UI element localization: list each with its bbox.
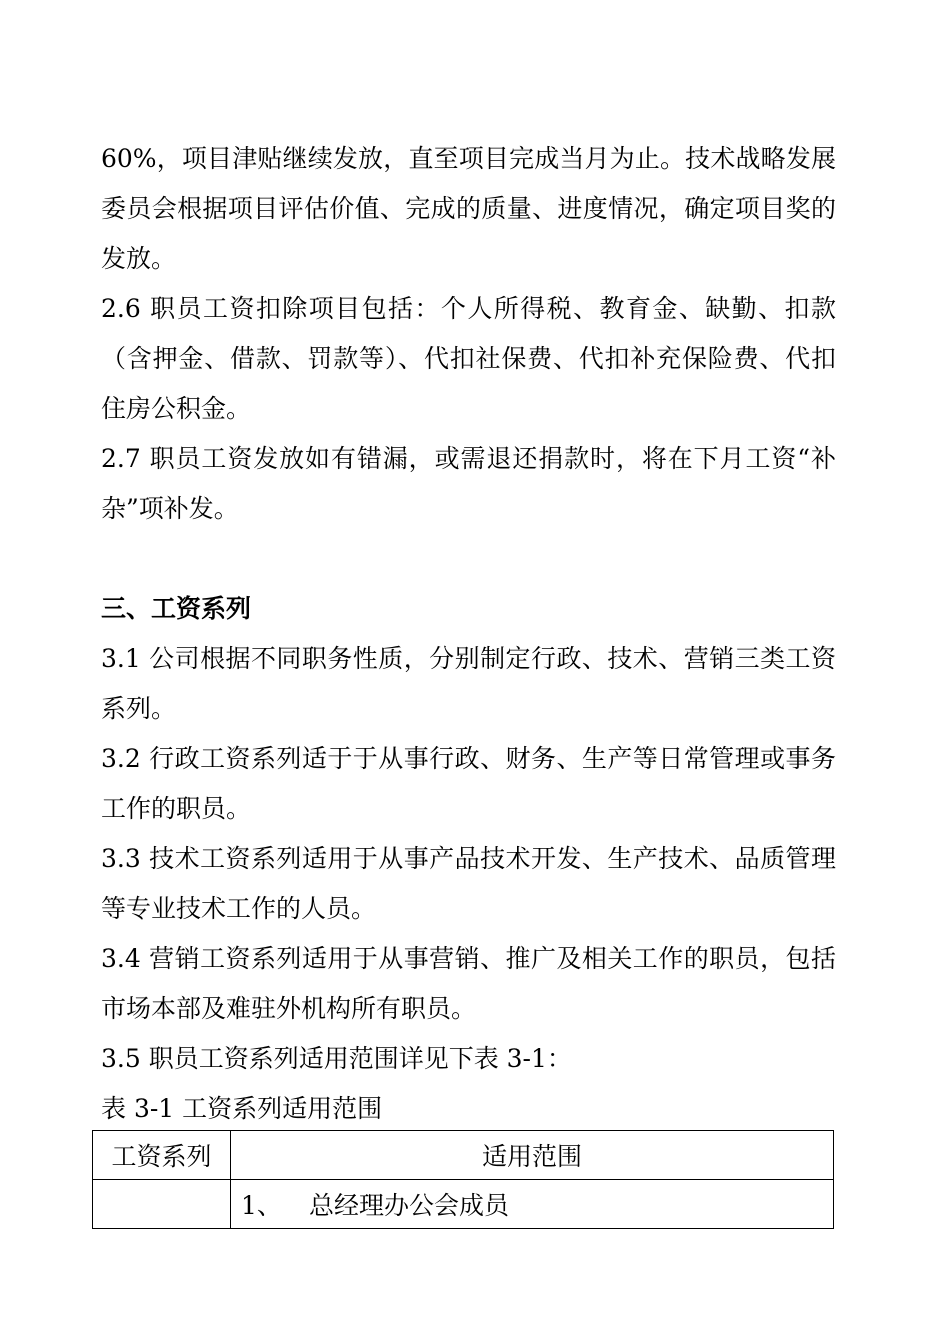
table-row	[93, 1180, 834, 1229]
paragraph-2-7: 2.7 职员工资发放如有错漏，或需退还捐款时，将在下月工资“补杂”项补发。	[101, 444, 836, 523]
paragraph-3-3: 3.3 技术工资系列适用于从事产品技术开发、生产技术、品质管理等专业技术工作的人员。	[101, 844, 836, 923]
paragraph-3-1: 3.1 公司根据不同职务性质，分别制定行政、技术、营销三类工资系列。	[101, 644, 836, 723]
table-caption: 表 3-1 工资系列适用范围	[101, 1094, 383, 1123]
cell-series	[93, 1180, 231, 1229]
header-salary-series: 工资系列	[93, 1131, 231, 1180]
paragraph-3-2: 3.2 行政工资系列适于于从事行政、财务、生产等日常管理或事务工作的职员。	[101, 744, 836, 823]
paragraph-project-allowance: 60%，项目津贴继续发放，直至项目完成当月为止。技术战略发展委员会根据项目评估价值、完成的质量、进度情况，确定项目奖的发放。	[101, 144, 836, 273]
item-text: 总经理办公会成员	[309, 1191, 510, 1220]
table-header-row	[93, 1131, 834, 1180]
paragraph-3-4: 3.4 营销工资系列适用于从事营销、推广及相关工作的职员，包括市场本部及难驻外机构所有职员。	[101, 944, 836, 1023]
paragraph-2-6: 2.6 职员工资扣除项目包括：个人所得税、教育金、缺勤、扣款（含押金、借款、罚款等）、代扣社保费、代扣补充保险费、代扣住房公积金。	[101, 294, 836, 423]
cell-range	[231, 1180, 834, 1229]
document-body	[101, 134, 836, 1134]
salary-series-table	[92, 1130, 834, 1229]
item-number: 1、	[241, 1191, 282, 1220]
paragraph-3-5: 3.5 职员工资系列适用范围详见下表 3-1：	[101, 1044, 572, 1073]
header-applicable-range: 适用范围	[231, 1131, 834, 1180]
section-heading: 三、工资系列	[101, 594, 252, 623]
